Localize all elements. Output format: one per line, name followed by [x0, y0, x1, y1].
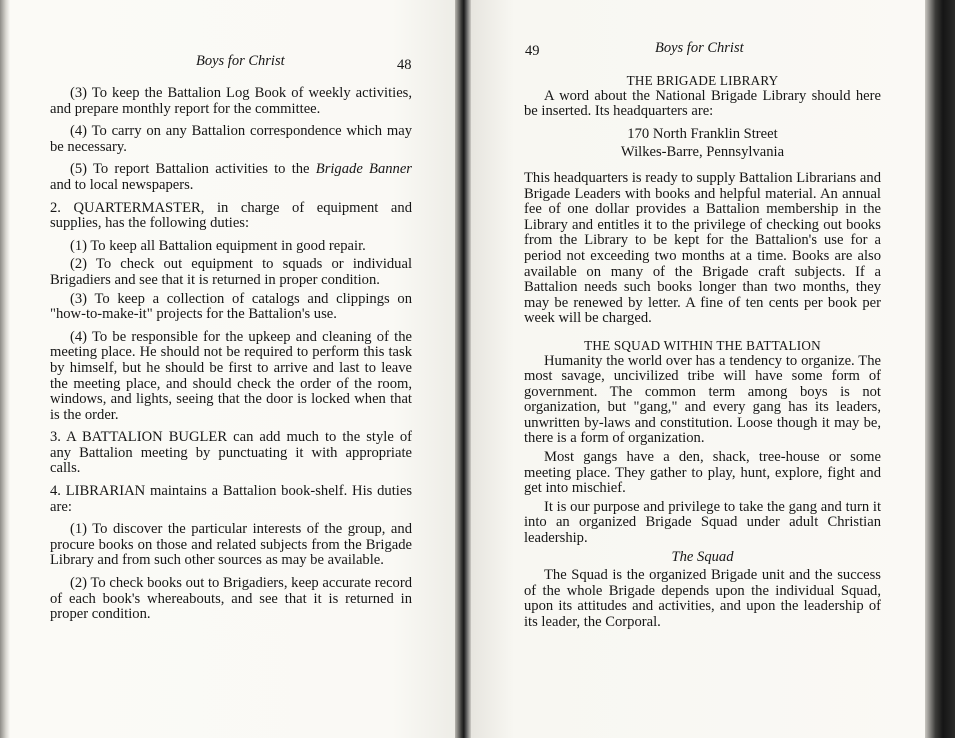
paragraph: A word about the National Brigade Library should here be inserted. Its headquarters are: [524, 87, 881, 120]
section-heading: THE BRIGADE LIBRARY [626, 73, 779, 88]
left-running-head: Boys for Christ [196, 53, 285, 69]
paragraph: (2) To check out equipment to squads or individual Brigadiers and see that it is returned in proper condition. [50, 256, 412, 288]
paragraph: This headquarters is ready to supply Battalion Librarians and Brigade Leaders with books and helpful material. An annual fee of one dollar provides a Battalion membership in the Library and entitles it to the privilege of checking out books from the Library to be kept for the Battalion's use for a period not exceeding two months at a time. Books are also available on many of the Brigade craft subjects. If a Battalion needs such books longer than two months, they may be renewed by letter. A fine of ten cents per book per week will be charged. [524, 169, 881, 327]
paragraph: 4. LIBRARIAN maintains a Battalion book-shelf. His duties are: [50, 483, 412, 515]
left-page-edge [0, 0, 10, 738]
paragraph: (1) To keep all Battalion equipment in good repair. [70, 237, 366, 254]
paragraph: (3) To keep the Battalion Log Book of weekly activities, and prepare monthly report for the committee. [50, 85, 412, 117]
right-page-text [524, 73, 881, 631]
paragraph-text: and to local newspapers. [50, 176, 194, 193]
paragraph: (1) To discover the particular interests of the group, and procure books on those and related subjects from the Brigade Library and from such other sources as may be available. [50, 521, 412, 569]
paragraph: 2. QUARTERMASTER, in charge of equipment and supplies, has the following duties: [50, 199, 412, 232]
paragraph: The Squad is the organized Brigade unit and the success of the whole Brigade depends upon the individual Squad, upon its attitudes and activities, and upon the leadership of its leader, the Corporal. [524, 567, 881, 630]
paragraph: It is our purpose and privilege to take the gang and turn it into an organized Brigade Squad under adult Christian leadership. [524, 498, 881, 547]
section-heading: THE SQUAD WITHIN THE BATTALION [584, 337, 821, 353]
right-page-edge [925, 0, 955, 738]
paragraph: (3) To keep a collection of catalogs and clippings on "how-to-make-it" projects for the Battalion's use. [50, 290, 412, 323]
right-running-head: Boys for Christ [655, 40, 744, 56]
subsection-heading: The Squad [671, 548, 734, 565]
paragraph: (4) To be responsible for the upkeep and cleaning of the meeting place. He should not be required to perform this task by himself, but he should be first to arrive and last to leave the meeting place, and should check the order of the room, windows, and lights, seeing that the door is locked when that is the order. [50, 328, 412, 423]
brigade-banner-title: Brigade Banner [315, 161, 412, 178]
paragraph-text: (5) To report Battalion activities to the [70, 161, 316, 178]
paragraph: (4) To carry on any Battalion correspondence which may be necessary. [50, 123, 412, 155]
address-line: Wilkes-Barre, Pennsylvania [620, 144, 785, 161]
paragraph: 3. A BATTALION BUGLER can add much to the style of any Battalion meeting by punctuating it with appropriate calls. [50, 429, 412, 477]
paragraph: (2) To check books out to Brigadiers, keep accurate record of each book's whereabouts, and see that it is returned in proper condition. [50, 575, 412, 623]
paragraph: Most gangs have a den, shack, tree-house or some meeting place. They gather to play, hunt, explore, fight and get into mischief. [524, 449, 881, 497]
address-line: 170 North Franklin Street [627, 125, 778, 142]
paragraph [50, 162, 412, 193]
paragraph: Humanity the world over has a tendency to organize. The most savage, uncivilized tribe will have some form of government. The common term among boys is not organization, but "gang," and every gang has its leaders, unwritten by-laws and constitution. Loose though it may be, there is a form of organization. [524, 352, 881, 447]
book-gutter [455, 0, 471, 738]
left-page-number: 48 [397, 57, 412, 73]
right-page-number: 49 [525, 43, 540, 59]
left-page-text [50, 86, 412, 623]
